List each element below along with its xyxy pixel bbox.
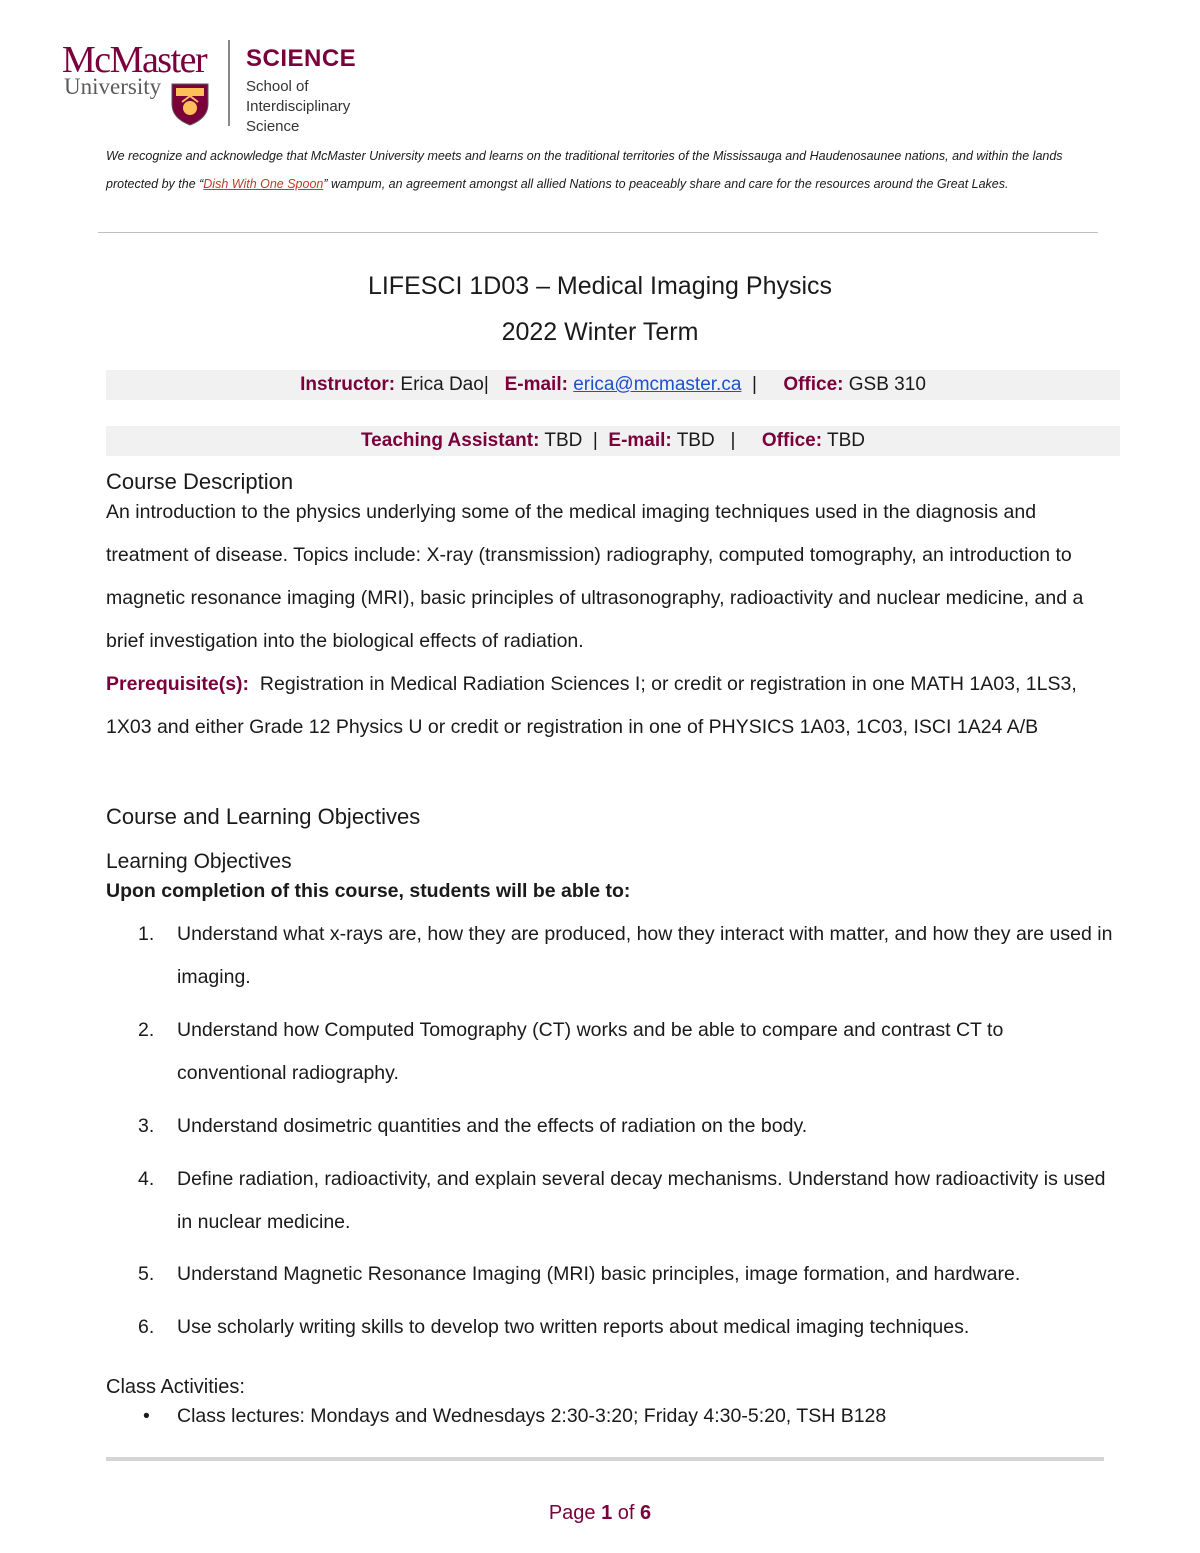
page-number bbox=[0, 1500, 1200, 1526]
objective-number: 1. bbox=[138, 923, 155, 945]
ta-office-value: TBD bbox=[827, 430, 866, 451]
ta-email-label: E-mail: bbox=[608, 430, 672, 451]
dish-with-one-spoon-link[interactable]: Dish With One Spoon bbox=[203, 177, 324, 191]
school-name bbox=[246, 77, 350, 137]
instructor-email-link[interactable]: erica@mcmaster.ca bbox=[573, 374, 742, 395]
footer-divider bbox=[106, 1457, 1104, 1461]
class-activity-item bbox=[143, 1403, 886, 1429]
prerequisites-text: Registration in Medical Radiation Sciences I; or credit or registration in one MATH 1A03, 1LS3, 1X03 and either Grade 12 Physics U or credit or registration in one of PHYSICS 1A03, 1C03, ISCI 1A24 A/B bbox=[106, 673, 1077, 738]
objectives-heading: Course and Learning Objectives bbox=[106, 804, 421, 829]
prerequisites bbox=[106, 663, 1116, 749]
page-current: 1 bbox=[601, 1502, 613, 1524]
land-acknowledgement bbox=[106, 142, 1106, 198]
objective-item bbox=[138, 1105, 1118, 1148]
class-activities-heading: Class Activities: bbox=[106, 1376, 245, 1398]
page-total: 6 bbox=[640, 1502, 652, 1524]
objective-item bbox=[138, 1253, 1118, 1296]
logo-divider bbox=[228, 40, 230, 126]
objective-item bbox=[138, 1158, 1118, 1244]
objective-text: Define radiation, radioactivity, and explain several decay mechanisms. Understand how radioactivity is used in nuclear medicine. bbox=[177, 1168, 1106, 1233]
bullet-icon: • bbox=[143, 1405, 150, 1427]
objective-text: Understand what x-rays are, how they are produced, how they interact with matter, and how they are used in imaging. bbox=[177, 923, 1113, 988]
page-word: Page bbox=[548, 1502, 596, 1524]
objective-number: 2. bbox=[138, 1019, 155, 1041]
school-line-2: Interdisciplinary Science bbox=[246, 98, 351, 135]
objective-number: 3. bbox=[138, 1115, 155, 1137]
objective-number: 4. bbox=[138, 1168, 155, 1190]
objective-number: 5. bbox=[138, 1263, 155, 1285]
logo-university: University bbox=[64, 74, 162, 99]
course-description-text: An introduction to the physics underlying some of the medical imaging techniques used in the diagnosis and treatment of disease. Topics include: X-ray (transmission) radiography, computed tomography, an introduction to magnetic resonance imaging (MRI), basic principles of ultrasonography, radioactivity and nuclear medicine, and a brief investigation into the biological effects of radiation. bbox=[106, 501, 1084, 652]
course-title: LIFESCI 1D03 – Medical Imaging Physics bbox=[367, 272, 833, 300]
learning-objectives-subheading: Learning Objectives bbox=[106, 850, 292, 873]
ta-value: TBD bbox=[544, 430, 583, 451]
school-line-1: School of bbox=[246, 78, 309, 95]
objective-text: Understand Magnetic Resonance Imaging (MRI) basic principles, image formation, and hardware. bbox=[177, 1263, 1021, 1285]
ack-text-after: ” wampum, an agreement amongst all allied Nations to peaceably share and care for the resources around the Great Lakes. bbox=[323, 177, 1009, 191]
class-activity-text: Class lectures: Mondays and Wednesdays 2:30-3:20; Friday 4:30-5:20, TSH B128 bbox=[177, 1405, 887, 1427]
course-description-heading: Course Description bbox=[106, 469, 294, 494]
objective-item bbox=[138, 1306, 1118, 1349]
ta-email-value: TBD bbox=[676, 430, 715, 451]
faculty-name: SCIENCE bbox=[246, 45, 357, 72]
instructor-office-value: GSB 310 bbox=[848, 374, 926, 395]
instructor-sep: | bbox=[751, 374, 757, 395]
objective-text: Understand dosimetric quantities and the effects of radiation on the body. bbox=[177, 1115, 808, 1137]
instructor-label: Instructor: bbox=[300, 374, 396, 395]
ta-band bbox=[106, 426, 1120, 456]
crest-icon bbox=[168, 80, 212, 126]
objective-item bbox=[138, 913, 1118, 999]
objectives-lead: Upon completion of this course, students will be able to: bbox=[106, 880, 631, 902]
instructor-band bbox=[106, 370, 1120, 400]
ta-sep-2: | bbox=[730, 430, 736, 451]
objective-item bbox=[138, 1009, 1118, 1095]
instructor-value: Erica Dao| bbox=[400, 374, 489, 395]
header-divider bbox=[98, 232, 1098, 233]
of-word: of bbox=[617, 1502, 635, 1524]
logo-name: McMaster bbox=[62, 39, 207, 81]
prerequisites-label: Prerequisite(s): bbox=[106, 673, 250, 695]
term-title: 2022 Winter Term bbox=[501, 318, 699, 346]
instructor-office-label: Office: bbox=[783, 374, 844, 395]
objective-number: 6. bbox=[138, 1316, 155, 1338]
objective-text: Use scholarly writing skills to develop two written reports about medical imaging techniques. bbox=[177, 1316, 970, 1338]
ta-office-label: Office: bbox=[761, 430, 823, 451]
ack-text-before: We recognize and acknowledge that McMaster University meets and learns on the traditional territories of the Mississauga and Haudenosaunee nations, and within the lands protected by the “ bbox=[106, 149, 1063, 191]
objective-text: Understand how Computed Tomography (CT) works and be able to compare and contrast CT to conventional radiography. bbox=[177, 1019, 1004, 1084]
ta-sep-1: | bbox=[592, 430, 598, 451]
ta-label: Teaching Assistant: bbox=[360, 430, 540, 451]
instructor-email-label: E-mail: bbox=[504, 374, 568, 395]
